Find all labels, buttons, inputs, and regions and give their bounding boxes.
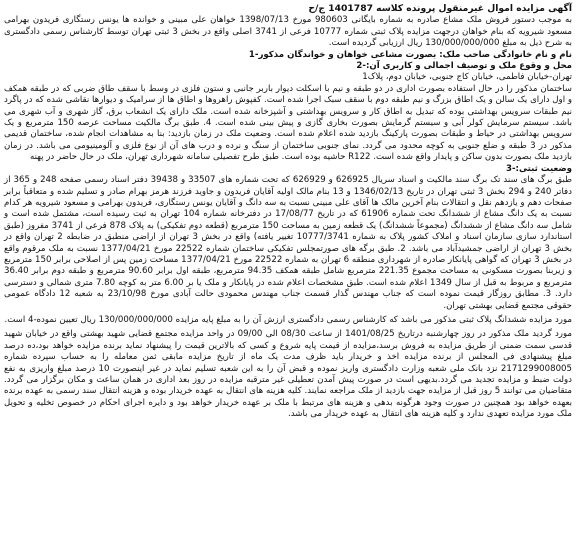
section-3-registration-body: طبق برگ های سند تک برگ سند مالکیت و اسناد سریال 626925 و 626929 که تحت شماره های 33507 و 39438 دفتر اسناد رسمی صفحه 248 و 365 از دفاتر 240 و 294 بخش 3 ثبتی تهران در تاریخ 1346/02/13 و 13 بنام مالک اولیه آقایان فریدون و جاوید فرزند هرمز بهرام صادر و تسلیم شده و متعاقباً برابر صفحات دهم و یازدهم نقل و انتقالات بنام آخرین مالک ها آقای علی مبینی نسبت به سه دانگ و آقایان یونس رستگاری، فریدون بهرامی و مسعود شیرویه هر کدام نسبت به یک دانگ مشاع از ششدانگ تحت شماره 61906 که در تاریخ 17/08/77 در دفترخانه شماره 104 تهران به ثبت رسیده است، مشتمل شده است و شامل سه دانگ مشاع از ششدانگ (مجموعاً ششدانگ) یک قطعه زمین به مساحت 150 مترمربع (قطعه دوم تفکیکی) به پلاک 878 فرعی از 3741 مفروز (طبق استاندارد سازی سازمان اسناد و املاک کشور پلاک به شماره 10777/3741 تغییر یافته) واقع در بخش 3 تهران از اراضی منطبق در ضابطه 2 تهران واقع در بخش 3 تهران از اراضی جمشیدآباد می باشد. 2. طبق برگه های صورتمجلس تفکیکی ساختمان شماره 22522 مورخ 1377/04/21 نسبت به ملک مرقوم واقع در بخش 3 تهران که گواهی پایانکار صادره از شهرداری منطقه 6 تهران به شماره 22522 مورخ 1377/04/21 مساحت زمین پس از اصلاحی برابر 150 مترمربع و زیربنا بصورت مسکونی به مساحت مجموع 221.35 مترمربع شامل طبقه همکف 94.35 مترمربع، طبقه اول برابر 90.60 مترمربع و طبقه دوم برابر 36.40 مترمربع و مربوط به قبل از سال 1349 اعلام شده است. طبق مشخصات اعلام شده در پایانکار و ملک یا بر 6.00 متر به کوچه 7.80 متری شمالی و دسترسی دارد. 3. مطابق روزگار قیمت نموده است که جناب مهندس گذار قسمت جناب مهندس محمودی حالت آبادی مورخ 23/10/98 به شعبه 12 دادگاه عمومی حقوقی مجتمع قضایی بهشتی تهران. — [4, 175, 573, 311]
section-1-owner-heading: نام و نام خانوادگی صاحب ملک: بصورت مشاعی خواهان و خواندگان مذکور-1 — [248, 49, 572, 60]
section-2-location-heading: محل و وقوع ملک و توصیف اجمالی و کاربری آن:-2 — [356, 61, 572, 72]
notice-intro: به موجب دستور فروش ملک مشاع صادره به شماره بایگانی 980603 مورخ 1398/07/13 خواهان علی مبینی و خوانده ها یونس رستگاری فریدون بهرامی مسعود شیرویه که بنام خواهان درجهت مزایده پلاک ثبتی شماره 10777 فرعی از 3741 اصلی واقع در بخش 3 ثبتی تهران توسط کارشناس رسمی دادگستری به شرح ذیل به مبلغ 130/000/000/000 ریال ارزیابی گردیده است. — [4, 15, 572, 49]
section-2-address: تهران-خیابان فاطمی، خیابان کاج جنوبی، خیابان دوم، پلاک1 — [362, 72, 572, 83]
section-3-registration-heading: وضعیت ثبتی:-3 — [505, 163, 572, 174]
section-5-auction-terms: مورد گردید ملک مذکور در روز چهارشنبه درتاریخ 1401/08/25 از ساعت 08/30 الی 09/00 در واحد مزایده مجتمع قضایی شهید بهشتی واقع در خیابان شهید قدسی سمت ضمنی از طریق مزایده به فروش برسد،مزایده از قیمت پایه شروع و کسی که بالاترین قیمت را پیشنهاد نماید برنده مزایده خواهد بود،ده درصد مبلغ پیشنهادی فی المجلس از برنده مزایده اخذ و خریدار باید ظرف مدت یک ماه از تاریخ مزایده مابقی ثمن معامله را به حساب سپرده شماره 2171299008005 نزد بانک ملی شعبه وزارت دادگستری واریز نموده و قبض آن را به این شعبه تسلیم نماید در غیر اینصورت 10 درصد مبلغ واریزی به نفع دولت ضبط و مزایده تجدید می گردد.بدیهی است در صورت پیش آمدن تعطیلی غیر مترقبه مزایده در روز بعد اداری در همان ساعت و مکان برگزار می گردد. متقاضیان می توانند 5 روز قبل از مزایده جهت بازدید از ملک مراجعه نمایند. کلیه هزینه های انتقال به عهده خریدار بوده و هزینه انتقال سند رسمی به عهده برنده بعهده خواهد بود همچنین در صورت وجود هرگونه بدهی و هزینه های مرتبط با ملک بر عهده خریدار خواهد بود و دایره اجرای احکام در خصوص تخلیه و تحویل ملک مورد مزایده تعهدی ندارد و کلیه هزینه های انتقال به عهده خریدار می باشد. — [4, 329, 572, 420]
section-4-auction-value: مورد مزایده ششدانگ پلاک ثبتی مذکور می باشد که کارشناس رسمی دادگستری ارزش آن را به مبلغ پایه مزایده 130/000/000/000 ریال تعیین نموده-4 است. — [4, 314, 572, 325]
section-2-description: ساختمان مذکور را در حال استفاده بصورت اداری در دو طبقه و نیم با اسکلت دیوار باربر جانبی و ستون فلزی در وسط با سقف طاق ضربی که در طبقه همکف و اول دارای یک سالن و یک اطاق بزرگ و نیم طبقه دوم با سقف سبک اجرا شده است. کفپوش راهروها و اطاق ها از سرامیک و دیوارها نقاشی شده که در پاگرد نیم طبقات سرویس بهداشتی بوده که تبدیل به اطاق کار و سرویس بهداشتی و آشپزخانه شده است. ملک دارای یک انشعاب برق، گاز شهری و آب شهری می باشد. سیستم سرمایش کولر آبی و سیستم گرمایش بصورت بخاری گازی و پیش بینی شده است. 4. طبق برگ مالکیت مساحت عرصه 150 مترمربع و یک سرویس بهداشتی در حیاط و طبقات بصورت پارکینگ بازدید شده اعلام شده است. وضعیت ملک در زمان بازدید: بنا به مشاهدات انجام شده، ساختمان قدیمی مذکور در 3 طبقه و ضلع جنوبی به کوچه محدود می گردد. نمای جنوبی ساختمان از سنگ و نرده و درب های آن از نوع فلزی و آلومینیومی می باشد. در زمان بازدید ملک بصورت بدون ساکن و پایدار واقع شده است. R122 حاشیه بوده است. طبق طرح تفصیلی سامانه شهرداری تهران، ملک در حال حاضر در پهنه — [4, 83, 573, 163]
notice-title: آگهی مزایده اموال غیرمنقول پرونده کلاسه 1401787 ج/ح — [308, 3, 572, 14]
